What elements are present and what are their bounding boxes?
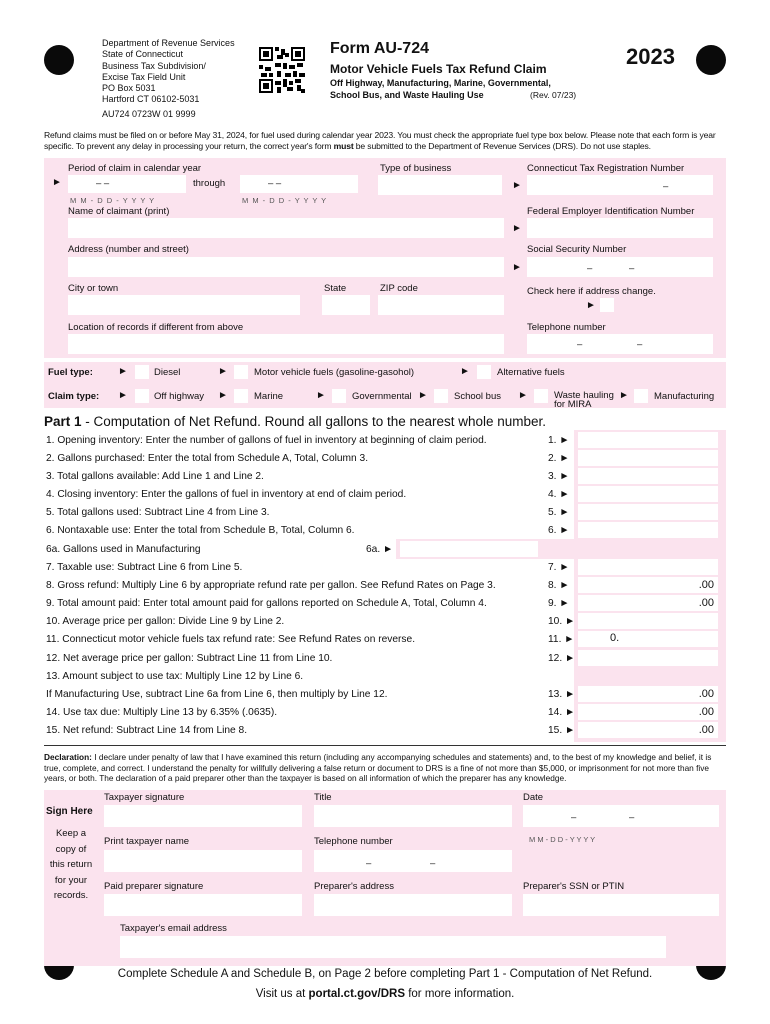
- line-5-input[interactable]: [578, 504, 718, 520]
- line-6a-input[interactable]: [400, 541, 538, 557]
- line-9-label: 9. Total amount paid: Enter total amount paid for gallons reported on Schedule A, Total, Column 4.: [46, 598, 487, 609]
- line-6a-num: 6a. ►: [366, 544, 394, 555]
- line-13-num: 13. ►: [548, 689, 576, 700]
- address-label: Address (number and street): [68, 244, 189, 255]
- period-start-input[interactable]: – –: [68, 175, 186, 193]
- sign-date-input[interactable]: – –: [523, 805, 719, 827]
- print-name-label: Print taxpayer name: [104, 836, 190, 847]
- fuel-diesel-checkbox[interactable]: [135, 365, 149, 379]
- state-label: State: [324, 283, 347, 294]
- arrow-icon: ►: [118, 366, 128, 377]
- line-3-num: 3. ►: [548, 471, 570, 482]
- claim-offhighway-label: Off highway: [154, 391, 204, 402]
- phone-label: Telephone number: [527, 322, 606, 333]
- line-10-num: 10. ►: [548, 616, 576, 627]
- address-change-checkbox[interactable]: [600, 298, 614, 312]
- claim-schoolbus-label: School bus: [454, 391, 502, 402]
- revision-date: (Rev. 07/23): [530, 90, 577, 100]
- line-4-input[interactable]: [578, 486, 718, 502]
- line-15-input[interactable]: .00: [578, 722, 718, 738]
- line-12-num: 12. ►: [548, 653, 576, 664]
- arrow-icon: ►: [418, 390, 428, 401]
- line-9-input[interactable]: .00: [578, 595, 718, 611]
- line-12-input[interactable]: [578, 650, 718, 666]
- divider: [44, 745, 726, 746]
- fein-input[interactable]: [527, 218, 713, 238]
- part1-heading: Part 1 - Computation of Net Refund. Round all gallons to the nearest whole number.: [44, 414, 547, 429]
- ct-reg-label: Connecticut Tax Registration Number: [527, 163, 685, 174]
- claim-manufacturing-label: Manufacturing: [654, 391, 715, 402]
- sign-date-hint: M M - D D - Y Y Y Y: [529, 835, 596, 844]
- zip-label: ZIP code: [380, 283, 418, 294]
- arrow-icon: ►: [512, 223, 522, 234]
- line-13-input[interactable]: .00: [578, 686, 718, 702]
- taxpayer-signature-label: Taxpayer signature: [104, 792, 185, 803]
- line-5-label: 5. Total gallons used: Subtract Line 4 from Line 3.: [46, 507, 270, 518]
- taxpayer-signature-input[interactable]: [104, 805, 302, 827]
- line-13-sublabel: If Manufacturing Use, subtract Line 6a from Line 6, then multiply by Line 12.: [46, 689, 388, 700]
- line-3-input[interactable]: [578, 468, 718, 484]
- claim-marine-label: Marine: [254, 391, 284, 402]
- arrow-icon: ►: [518, 390, 528, 401]
- arrow-icon: ►: [619, 390, 629, 401]
- line-4-num: 4. ►: [548, 489, 570, 500]
- department-address: Department of Revenue Services State of Connecticut Business Tax Subdivision/ Excise Tax Field Unit PO Box 5031 Hartford CT 06102-5031 AU724 0723W 01 9999: [102, 38, 235, 119]
- arrow-icon: ►: [118, 390, 128, 401]
- line-6-num: 6. ►: [548, 525, 570, 536]
- title-input[interactable]: [314, 805, 512, 827]
- line-2-num: 2. ►: [548, 453, 570, 464]
- footer-website: Visit us at portal.ct.gov/DRS for more information.: [255, 988, 515, 1000]
- date-hint: M M - D D - Y Y Y Y: [70, 196, 156, 205]
- fuel-alternative-checkbox[interactable]: [477, 365, 491, 379]
- arrow-icon: ►: [512, 262, 522, 273]
- address-input[interactable]: [68, 257, 504, 277]
- through-label: through: [193, 178, 226, 189]
- arrow-icon: ►: [218, 390, 228, 401]
- line-13-label: 13. Amount subject to use tax: Multiply Line 12 by Line 6.: [46, 671, 304, 682]
- ssn-label: Social Security Number: [527, 244, 627, 255]
- date-hint: M M - D D - Y Y Y Y: [242, 196, 328, 205]
- business-type-input[interactable]: [378, 175, 502, 195]
- declaration-text: Declaration: I declare under penalty of law that I have examined this return (including any accompanying schedules and statements) and, to the best of my knowledge and belief, it is true, complete, and correct. I understand the penalty for willfully delivering a false return or document to DRS is a fine of not more than $5,000, or imprisonment for not more than five years, or both. The declaration of a paid preparer other than the taxpayer is based on all information of which the preparer has any knowledge.: [44, 752, 712, 783]
- line-1-input[interactable]: [578, 432, 718, 448]
- arrow-icon: ►: [512, 180, 522, 191]
- claim-schoolbus-checkbox[interactable]: [434, 389, 448, 403]
- line-9-num: 9. ►: [548, 598, 570, 609]
- line-11-label: 11. Connecticut motor vehicle fuels tax refund rate: See Refund Rates on reverse.: [46, 634, 416, 645]
- fuel-diesel-label: Diesel: [154, 367, 181, 378]
- claimant-name-input[interactable]: [68, 218, 504, 238]
- footer-note: Complete Schedule A and Schedule B, on Page 2 before completing Part 1 - Computation of Net Refund.: [117, 968, 653, 980]
- claim-type-label: Claim type:: [48, 391, 100, 402]
- records-location-label: Location of records if different from above: [68, 322, 244, 333]
- records-location-input[interactable]: [68, 334, 504, 354]
- line-10-input[interactable]: [578, 613, 718, 629]
- line-6a-label: 6a. Gallons used in Manufacturing: [46, 544, 201, 555]
- line-1-num: 1. ►: [548, 435, 570, 446]
- line-8-num: 8. ►: [548, 580, 570, 591]
- arrow-icon: ►: [460, 366, 470, 377]
- line-7-label: 7. Taxable use: Subtract Line 6 from Line 5.: [46, 562, 243, 573]
- line-15-num: 15. ►: [548, 725, 576, 736]
- preparer-address-input[interactable]: [314, 894, 512, 916]
- claim-wastehauling-checkbox[interactable]: [534, 389, 548, 403]
- line-14-input[interactable]: .00: [578, 704, 718, 720]
- arrow-icon: ►: [586, 300, 596, 311]
- tax-year: 2023: [626, 44, 675, 69]
- line-11-num: 11. ►: [548, 634, 575, 645]
- form-subtitle-2: Off Highway, Manufacturing, Marine, Governmental, School Bus, and Waste Hauling Use: [330, 78, 551, 100]
- period-label: Period of claim in calendar year: [68, 163, 202, 174]
- registration-mark: [696, 45, 726, 75]
- name-label: Name of claimant (print): [68, 206, 170, 217]
- line-6-label: 6. Nontaxable use: Enter the total from Schedule B, Total, Column 6.: [46, 525, 355, 536]
- email-label: Taxpayer's email address: [120, 923, 227, 934]
- claim-marine-checkbox[interactable]: [234, 389, 248, 403]
- line-15-label: 15. Net refund: Subtract Line 14 from Line 8.: [46, 725, 248, 736]
- preparer-signature-input[interactable]: [104, 894, 302, 916]
- ct-reg-input[interactable]: –: [527, 175, 713, 195]
- registration-mark: [44, 45, 74, 75]
- line-14-label: 14. Use tax due: Multiply Line 13 by 6.35% (.0635).: [46, 707, 278, 718]
- fuel-gasoline-checkbox[interactable]: [234, 365, 248, 379]
- business-type-label: Type of business: [380, 163, 452, 174]
- line-1-label: 1. Opening inventory: Enter the number of gallons of fuel in inventory at beginning of claim period.: [46, 435, 487, 446]
- form-title: Form AU-724: [330, 40, 429, 57]
- fuel-type-label: Fuel type:: [48, 367, 93, 378]
- line-5-num: 5. ►: [548, 507, 570, 518]
- sign-here-label: Sign Here: [46, 806, 93, 817]
- claim-governmental-label: Governmental: [352, 391, 412, 402]
- arrow-icon: ►: [316, 390, 326, 401]
- preparer-ssn-input[interactable]: [523, 894, 719, 916]
- line-2-input[interactable]: [578, 450, 718, 466]
- arrow-icon: ►: [218, 366, 228, 377]
- line-4-label: 4. Closing inventory: Enter the gallons of fuel in inventory at end of claim period.: [46, 489, 407, 500]
- title-label: Title: [314, 792, 332, 803]
- line-3-label: 3. Total gallons available: Add Line 1 and Line 2.: [46, 471, 264, 482]
- address-change-label: Check here if address change.: [527, 286, 656, 297]
- period-end-input[interactable]: – –: [240, 175, 358, 193]
- line-2-label: 2. Gallons purchased: Enter the total from Schedule A, Total, Column 3.: [46, 453, 369, 464]
- line-7-num: 7. ►: [548, 562, 570, 573]
- line-8-label: 8. Gross refund: Multiply Line 6 by appropriate refund rate per gallon. See Refund Rates on Page 3.: [46, 580, 496, 591]
- fuel-alternative-label: Alternative fuels: [497, 367, 565, 378]
- arrow-icon: ►: [52, 177, 62, 188]
- line-12-label: 12. Net average price per gallon: Subtract Line 11 from Line 10.: [46, 653, 333, 664]
- email-input[interactable]: [120, 936, 666, 958]
- city-input[interactable]: [68, 295, 300, 315]
- claim-wastehauling-label: Waste hauling for MIRA: [554, 390, 614, 410]
- claim-governmental-checkbox[interactable]: [332, 389, 346, 403]
- line-11-input[interactable]: 0.: [578, 631, 718, 647]
- preparer-ssn-label: Preparer's SSN or PTIN: [523, 881, 625, 892]
- claim-manufacturing-checkbox[interactable]: [634, 389, 648, 403]
- keep-copy-note: Keep a copy of this return for your records.: [49, 828, 93, 901]
- date-label: Date: [523, 792, 544, 803]
- preparer-address-label: Preparer's address: [314, 881, 394, 892]
- zip-input[interactable]: [378, 295, 504, 315]
- phone-input[interactable]: – –: [527, 334, 713, 354]
- qr-code-icon: [259, 47, 305, 93]
- ssn-input[interactable]: – –: [527, 257, 713, 277]
- claim-offhighway-checkbox[interactable]: [135, 389, 149, 403]
- line-6-input[interactable]: [578, 522, 718, 538]
- print-name-input[interactable]: [104, 850, 302, 872]
- line-8-input[interactable]: .00: [578, 577, 718, 593]
- form-code: AU724 0723W 01 9999: [102, 108, 196, 119]
- fein-label: Federal Employer Identification Number: [527, 206, 695, 217]
- line-10-label: 10. Average price per gallon: Divide Line 9 by Line 2.: [46, 616, 285, 627]
- fuel-gasoline-label: Motor vehicle fuels (gasoline-gasohol): [254, 367, 414, 378]
- form-subtitle: Motor Vehicle Fuels Tax Refund Claim: [330, 62, 547, 76]
- city-label: City or town: [68, 283, 119, 294]
- line-14-num: 14. ►: [548, 707, 576, 718]
- sign-telephone-input[interactable]: – –: [314, 850, 512, 872]
- preparer-signature-label: Paid preparer signature: [104, 881, 204, 892]
- state-input[interactable]: [322, 295, 370, 315]
- line-7-input[interactable]: [578, 559, 718, 575]
- sign-telephone-label: Telephone number: [314, 836, 393, 847]
- intro-text: Refund claims must be filed on or before May 31, 2024, for fuel used during calendar year 2023. You must check the appropriate fuel type box below. Please note that each form is year specific. To prevent any delay in processing your return, the correct year's form must be submitted to the Department of Revenue Services (DRS). Do not use staples.: [44, 130, 716, 151]
